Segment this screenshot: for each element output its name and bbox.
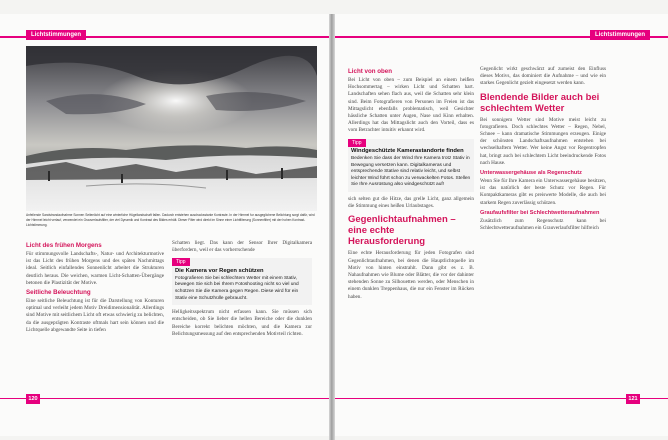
tip-text: Bedenken Sie dass der Wind Ihre Kamera trotz Stativ in Bewegung versetzen kann. Digitalkameras und entsprechende Stative sind relativ leicht, und selbst leichter Wind führt schon zu verwackelten Fotos. Stellen Sie Ihre Ausrüstung also windgeschützt auf! (351, 156, 471, 188)
paragraph-backlight-cont: Gegenlicht wirkt geschwärzt auf zumeist den Einfluss dieses Motivs, das dominiert die Aufnahme – und wie ein starkes Gegenlicht gezielt eingesetzt werden kann. (480, 66, 606, 87)
photo-caption: Anfeilende Sandstrandaufnahme Sonnen Seitenlicht auf eine winterliche Hügellandschaft fallen. Dadurch entstehen ausdrucksstarke Kontraste. In der Himmel fur ausgeglichene Belichtung sorgt dafür, wird der Himmel leicht verlauf, verwendet ein Grauverlaufsfilter, der viel Dynamik und Kontrast des Bildes erhält. Dieser Filter wird direkt im Sinne einer Lichtfilterung (Sonnenfilter) mit der hohen Kontrast-Lichtstimmung. (26, 213, 315, 227)
left-column-2 (172, 240, 312, 340)
heading-underwater-housing: Unterwassergehäuse als Regenschutz (480, 170, 582, 177)
heading-morning-light: Licht des frühen Morgens (26, 242, 102, 249)
heading-light-from-above: Licht von oben (348, 68, 392, 75)
running-header-right: Lichtstimmungen (590, 30, 650, 40)
tip-title: Windgeschützte Kamerastandorte finden (351, 147, 464, 154)
tip-label: Tipp (348, 139, 366, 147)
page-number-left: 120 (26, 394, 40, 404)
tip-title: Die Kamera vor Regen schützen (175, 267, 264, 274)
paragraph-morning-light: Für stimmungsvolle Landschafts-, Natur- und Architekturmotive ist das Licht des frühen Morgens und des späten Nachmittags ideal. Seitlich einfallendes Sonnenlicht arbeitet die Strukturen deutlich heraus. Die weichen, warmen Licht-Schatten-Übergänge betonen die Plastizität der Motive. (26, 251, 164, 286)
paragraph-shadow: Schatten liegt. Das kann der Sensor Ihrer Digitalkamera überfordern, weil er das vorherrschende (172, 240, 312, 254)
paragraph-gradient-filter: Zusätzlich zum Regenschutz kann bei Schlechtwetteraufnahmen ein Grauverlaufsfilter hilfreich (480, 217, 606, 232)
running-header-left: Lichtstimmungen (26, 30, 86, 40)
footer-rule-left (0, 398, 329, 399)
landscape-photo (26, 46, 317, 211)
paragraph-side-light: Eine seitliche Beleuchtung ist für die Darstellung von Konturen optimal und verleiht jedem Motiv Dreidimensionalität. Allerdings sind Motive mit seitlichem Licht oft etwas schwierig zu belichten, da die ausgeprägten Kontraste oftmals hart sein können und die Lichtquelle abgewandte Seite in tiefen (26, 298, 164, 333)
tip-box-rain (172, 258, 312, 305)
tip-box-wind (348, 139, 474, 192)
paragraph-backlight: Eine echte Herausforderung für jeden Fotografen sind Gegenlichtaufnahmen, bei denen die Hauptlichtquelle im Motiv von hinten einstrahlt. Dann gibt es z. B. Nahaufnahmen wie Blume oder Blätter, die vor der dahinter stehenden Sonne zu Silhouetten werden, oder Menschen in einem dunklen Treppenhaus, die nur ein Fenster im Rücken haben. (348, 250, 474, 300)
paragraph-underwater-housing: Wenn Sie für Ihre Kamera ein Unterwassergehäuse besitzen, ist das natürlich der beste Schutz vor Regen. Für Kompaktkameras gibt es preiswerte Modelle, die auch bei starkem Regen zuverlässig schützen. (480, 178, 606, 206)
right-column-1 (348, 66, 474, 303)
right-column-2 (480, 66, 606, 234)
paragraph-exposure: Helligkeitsspektrum nicht erfassen kann. Sie müssen sich entscheiden, ob Sie lieber die hellen Bereiche oder die dunklen Bereiche korrekt belichten möchten, und die Kamera zur Belichtungsmessung auf den entsprechenden Motivteil richten. (172, 309, 312, 337)
paragraph-bad-weather: Bei sonnigem Wetter sind Motive meist leicht zu fotografieren. Doch schlechtes Wetter – Regen, Nebel, Schnee – kann dramatische Stimmungen erzeugen. Einige der schönsten Landschaftsaufnahmen entstehen bei wechselhaftem Wetter. Wer keine Angst vor Regentropfen hat, bringt auch bei schlechtem Licht beeindruckende Fotos nach Hause. (480, 116, 606, 166)
paragraph-after-tip: sich selten gut die Hitze, das grelle Licht, ganz allgemein die Stimmung eines heißen Urlaubstages. (348, 196, 474, 210)
footer-rule-right (335, 398, 668, 399)
page-number-right: 121 (626, 394, 640, 404)
tip-label: Tipp (172, 258, 190, 266)
heading-gradient-filter: Graufaufsfilter bei Schlechtwetteraufnahmen (480, 209, 600, 216)
heading-side-light: Seitliche Beleuchtung (26, 289, 91, 297)
paragraph-light-from-above: Bei Licht von oben – zum Beispiel an einem heißen Hochsommertag – wirken Licht und Schatten hart. Landschaften sehen flach aus, weil die Schatten sehr klein sind. Beim Fotografieren von Personen im Freien ist das Mittagslicht ebenfalls problematisch, weil Gesichter hässliche Schatten unter Augen, Nase und Kinn erhalten. Allerdings hat das Mittagslicht auch den Vorteil, dass es vom Betrachter intuitiv erkannt wird. (348, 77, 474, 134)
tip-text: Fotografieren Sie bei schlechtem Wetter mit einem Stativ, bewegen Sie sich bei Ihrem Fotoshooting nicht so viel und schützen Sie die Kamera gegen Regen. Diese wird für ein Stativ eine Schutzhülle gebraucht. (175, 275, 299, 301)
heading-backlight: Gegenlichtaufnahmen – eine echte Herausforderung (348, 214, 456, 248)
heading-bad-weather: Blendende Bilder auch bei schlechtem Wetter (480, 91, 600, 114)
left-column-1 (26, 240, 164, 336)
book-gutter (329, 14, 335, 440)
